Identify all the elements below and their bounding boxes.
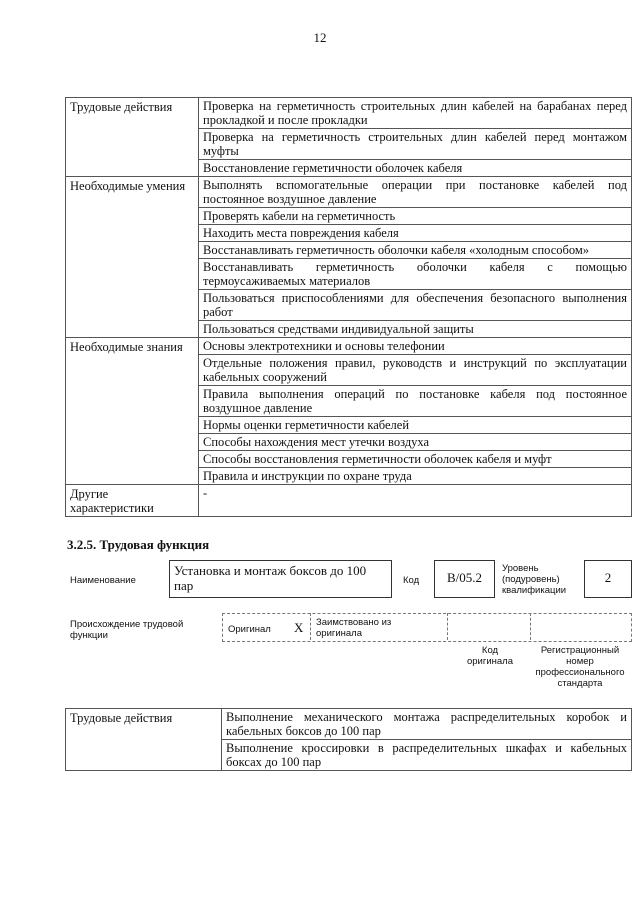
table-cell: Выполнение механического монтажа распределительных коробок и кабельных боксов до 100 пар xyxy=(222,709,632,740)
table-cell: Нормы оценки герметичности кабелей xyxy=(199,417,632,434)
row-label-knowledge: Необходимые знания xyxy=(66,338,199,485)
table-row xyxy=(66,338,632,355)
table-cell: Выполнять вспомогательные операции при постановке кабелей под постоянное воздушное давление xyxy=(199,177,632,208)
table-row xyxy=(66,98,632,129)
table-cell: Отдельные положения правил, руководств и инструкций по эксплуатации кабельных сооружений xyxy=(199,355,632,386)
original-mark: X xyxy=(294,620,304,635)
function-name-box xyxy=(169,560,392,598)
table-cell: Находить места повреждения кабеля xyxy=(199,225,632,242)
table-cell: - xyxy=(199,485,632,517)
function-name-value: Установка и монтаж боксов до 100 пар xyxy=(174,563,367,593)
table-row xyxy=(66,177,632,208)
origin-label: Происхождение трудовой функции xyxy=(70,619,184,641)
section-heading: 3.2.5. Трудовая функция xyxy=(67,537,210,552)
code-label: Код xyxy=(403,575,420,586)
level-value: 2 xyxy=(604,570,612,585)
labor-actions-table xyxy=(65,708,632,771)
table-cell: Способы нахождения мест утечки воздуха xyxy=(199,434,632,451)
table-cell: Правила и инструкции по охране труда xyxy=(199,468,632,485)
origin-divider xyxy=(310,613,311,640)
table-cell: Пользоваться приспособлениями для обеспечения безопасного выполнения работ xyxy=(199,290,632,321)
borrowed-label: Заимствовано из оригинала xyxy=(316,617,392,639)
page-number: 12 xyxy=(313,30,327,45)
level-box xyxy=(584,560,632,598)
row-label-labor-actions: Трудовые действия xyxy=(66,709,222,771)
original-label: Оригинал xyxy=(228,624,271,635)
level-label: Уровень (подуровень) квалификации xyxy=(502,563,567,596)
origin-divider xyxy=(447,613,448,640)
table-row xyxy=(66,709,632,740)
table-cell: Пользоваться средствами индивидуальной защиты xyxy=(199,321,632,338)
table-cell: Проверка на герметичность строительных длин кабелей на барабанах перед прокладкой и после прокладки xyxy=(199,98,632,129)
row-label-labor-actions: Трудовые действия xyxy=(66,98,199,177)
code-value: B/05.2 xyxy=(446,570,483,585)
competency-table xyxy=(65,97,632,517)
table-cell: Способы восстановления герметичности оболочек кабеля и муфт xyxy=(199,451,632,468)
table-row xyxy=(66,485,632,517)
table-cell: Правила выполнения операций по постановке кабеля под постоянное воздушное давление xyxy=(199,386,632,417)
code-original-caption: Код оригинала xyxy=(466,645,513,667)
table-cell: Проверять кабели на герметичность xyxy=(199,208,632,225)
row-label-other: Другие характеристики xyxy=(66,485,199,517)
name-label: Наименование xyxy=(70,575,136,586)
origin-divider xyxy=(530,613,531,640)
row-label-skills: Необходимые умения xyxy=(66,177,199,338)
table-cell: Восстанавливать герметичность оболочки кабеля «холодным способом» xyxy=(199,242,632,259)
code-box xyxy=(434,560,495,598)
table-cell: Проверка на герметичность строительных длин кабелей перед монтажом муфты xyxy=(199,129,632,160)
table-cell: Восстановление герметичности оболочек кабеля xyxy=(199,160,632,177)
table-cell: Восстанавливать герметичность оболочки кабеля с помощью термоусаживаемых материалов xyxy=(199,259,632,290)
reg-number-caption: Регистрационный номер профессионального стандарта xyxy=(535,645,625,689)
table-cell: Основы электротехники и основы телефонии xyxy=(199,338,632,355)
table-cell: Выполнение кроссировки в распределительных шкафах и кабельных боксах до 100 пар xyxy=(222,740,632,771)
